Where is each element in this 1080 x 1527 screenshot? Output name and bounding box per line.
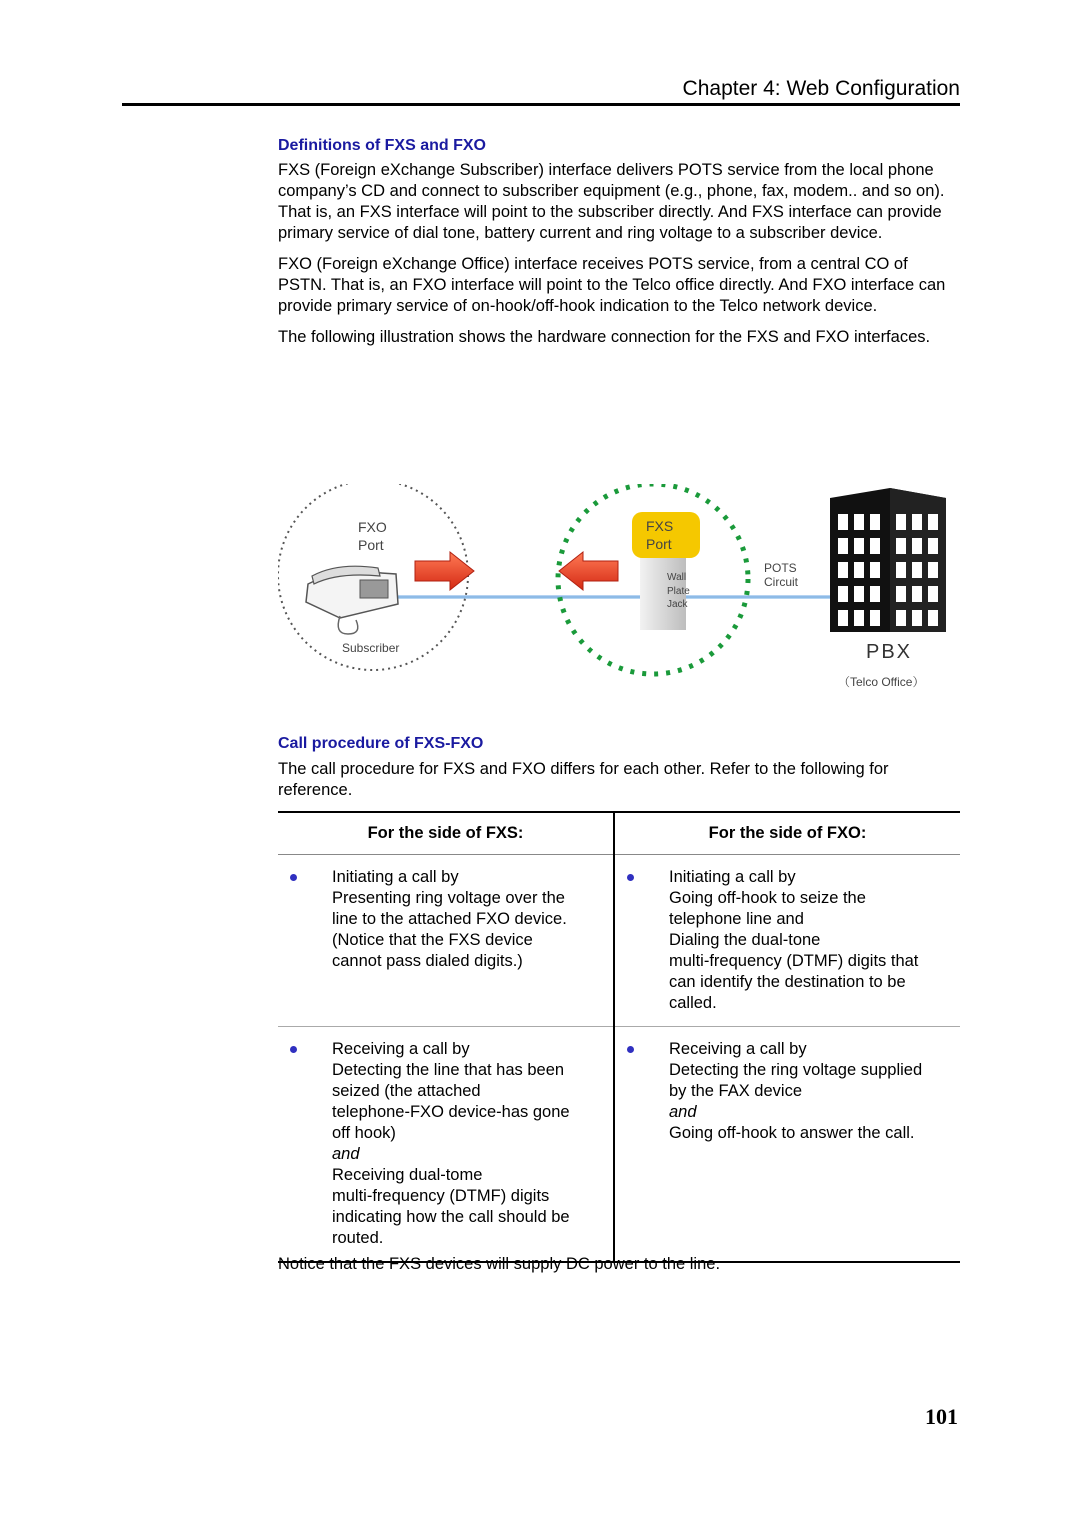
cell-line: called. bbox=[669, 994, 717, 1012]
cell-line: Detecting the ring voltage supplied bbox=[669, 1061, 923, 1079]
chapter-header: Chapter 4: Web Configuration bbox=[682, 77, 960, 100]
cell-line: telephone line and bbox=[669, 910, 804, 928]
cell-line: Receiving a call by bbox=[669, 1040, 807, 1058]
cell-line: can identify the destination to be bbox=[669, 973, 906, 991]
subscriber-label: Subscriber bbox=[342, 641, 400, 655]
cell-line: Detecting the line that has been bbox=[332, 1061, 565, 1079]
pots-label-1: POTS bbox=[764, 561, 797, 575]
paragraph-illustration: The following illustration shows the hardware connection for the FXS and FXO interfaces. bbox=[278, 328, 931, 346]
bullet-icon bbox=[290, 874, 297, 881]
cell-line: Receiving dual-tome bbox=[332, 1166, 483, 1184]
fxo-receiving-cell bbox=[614, 1027, 960, 1263]
cell-line: off hook) bbox=[332, 1124, 396, 1142]
telephone-icon bbox=[306, 566, 398, 634]
cell-line: Presenting ring voltage over the bbox=[332, 889, 565, 907]
intro-paragraph: The call procedure for FXS and FXO differs for each other. Refer to the following for reference. bbox=[278, 760, 889, 799]
cell-line: Initiating a call by bbox=[669, 868, 796, 886]
cell-line: Going off-hook to answer the call. bbox=[669, 1124, 915, 1142]
cell-line-and: and bbox=[332, 1145, 360, 1163]
wall-plate-label-3: Jack bbox=[667, 599, 688, 610]
fxs-fxo-diagram bbox=[278, 484, 960, 694]
section-title-call-procedure: Call procedure of FXS-FXO bbox=[278, 735, 484, 752]
call-procedure-table bbox=[278, 811, 960, 1263]
cell-line: routed. bbox=[332, 1229, 384, 1247]
cell-line: indicating how the call should be bbox=[332, 1208, 570, 1226]
fxs-initiating-cell bbox=[278, 855, 614, 1027]
fxo-port-label-2: Port bbox=[358, 537, 384, 553]
cell-line: seized (the attached bbox=[332, 1082, 481, 1100]
fxs-receiving-cell bbox=[278, 1027, 614, 1263]
connection-line bbox=[338, 595, 833, 599]
bullet-icon bbox=[290, 1046, 297, 1053]
call-procedure-intro bbox=[278, 759, 958, 811]
header-fxo: For the side of FXO: bbox=[614, 812, 960, 855]
fxs-port-label-1: FXS bbox=[646, 518, 674, 534]
cell-line: telephone-FXO device-has gone bbox=[332, 1103, 570, 1121]
cell-line: line to the attached FXO device. bbox=[332, 910, 567, 928]
cell-line-and: and bbox=[669, 1103, 697, 1121]
cell-line: cannot pass dialed digits.) bbox=[332, 952, 523, 970]
bullet-icon bbox=[627, 874, 634, 881]
header-fxs: For the side of FXS: bbox=[278, 812, 614, 855]
cell-line: Dialing the dual-tone bbox=[669, 931, 821, 949]
arrow-right bbox=[415, 552, 474, 590]
arrow-left bbox=[559, 552, 618, 590]
table-row bbox=[278, 855, 960, 1027]
wall-plate-label-2: Plate bbox=[667, 586, 690, 597]
footnote: Notice that the FXS devices will supply DC power to the line. bbox=[278, 1255, 721, 1273]
paragraph-fxs: FXS (Foreign eXchange Subscriber) interface delivers POTS service from the local phone company’s CD and connect to subscriber equipment (e.g., phone, fax, modem.. and so on). That is, an FXS interface will point to the subscriber directly. And FXS interface can provide primary service of dial tone, battery current and ring voltage to a subscriber device. bbox=[278, 161, 945, 242]
cell-line: by the FAX device bbox=[669, 1082, 802, 1100]
definitions-body bbox=[278, 160, 958, 358]
pbx-building-icon bbox=[830, 488, 946, 632]
cell-line: multi-frequency (DTMF) digits that bbox=[669, 952, 919, 970]
section-title-definitions: Definitions of FXS and FXO bbox=[278, 137, 486, 154]
cell-line: Initiating a call by bbox=[332, 868, 459, 886]
cell-line: Receiving a call by bbox=[332, 1040, 470, 1058]
wall-plate-label-1: Wall bbox=[667, 572, 687, 583]
cell-line: multi-frequency (DTMF) digits bbox=[332, 1187, 550, 1205]
paragraph-fxo: FXO (Foreign eXchange Office) interface receives POTS service, from a central CO of PSTN. That is, an FXO interface will point to the Telco office directly. And FXO interface can provide primary service of on-hook/off-hook indication to the Telco network device. bbox=[278, 255, 946, 315]
pbx-label: PBX bbox=[866, 641, 913, 663]
header-rule bbox=[122, 103, 960, 106]
page-number: 101 bbox=[925, 1404, 958, 1429]
telco-office-label: （Telco Office） bbox=[838, 675, 925, 689]
table-row bbox=[278, 1027, 960, 1263]
fxo-initiating-cell bbox=[614, 855, 960, 1027]
cell-line: (Notice that the FXS device bbox=[332, 931, 533, 949]
bullet-icon bbox=[627, 1046, 634, 1053]
fxs-port-label-2: Port bbox=[646, 536, 672, 552]
fxo-port-label-1: FXO bbox=[358, 519, 387, 535]
pots-label-2: Circuit bbox=[764, 575, 799, 589]
cell-line: Going off-hook to seize the bbox=[669, 889, 866, 907]
